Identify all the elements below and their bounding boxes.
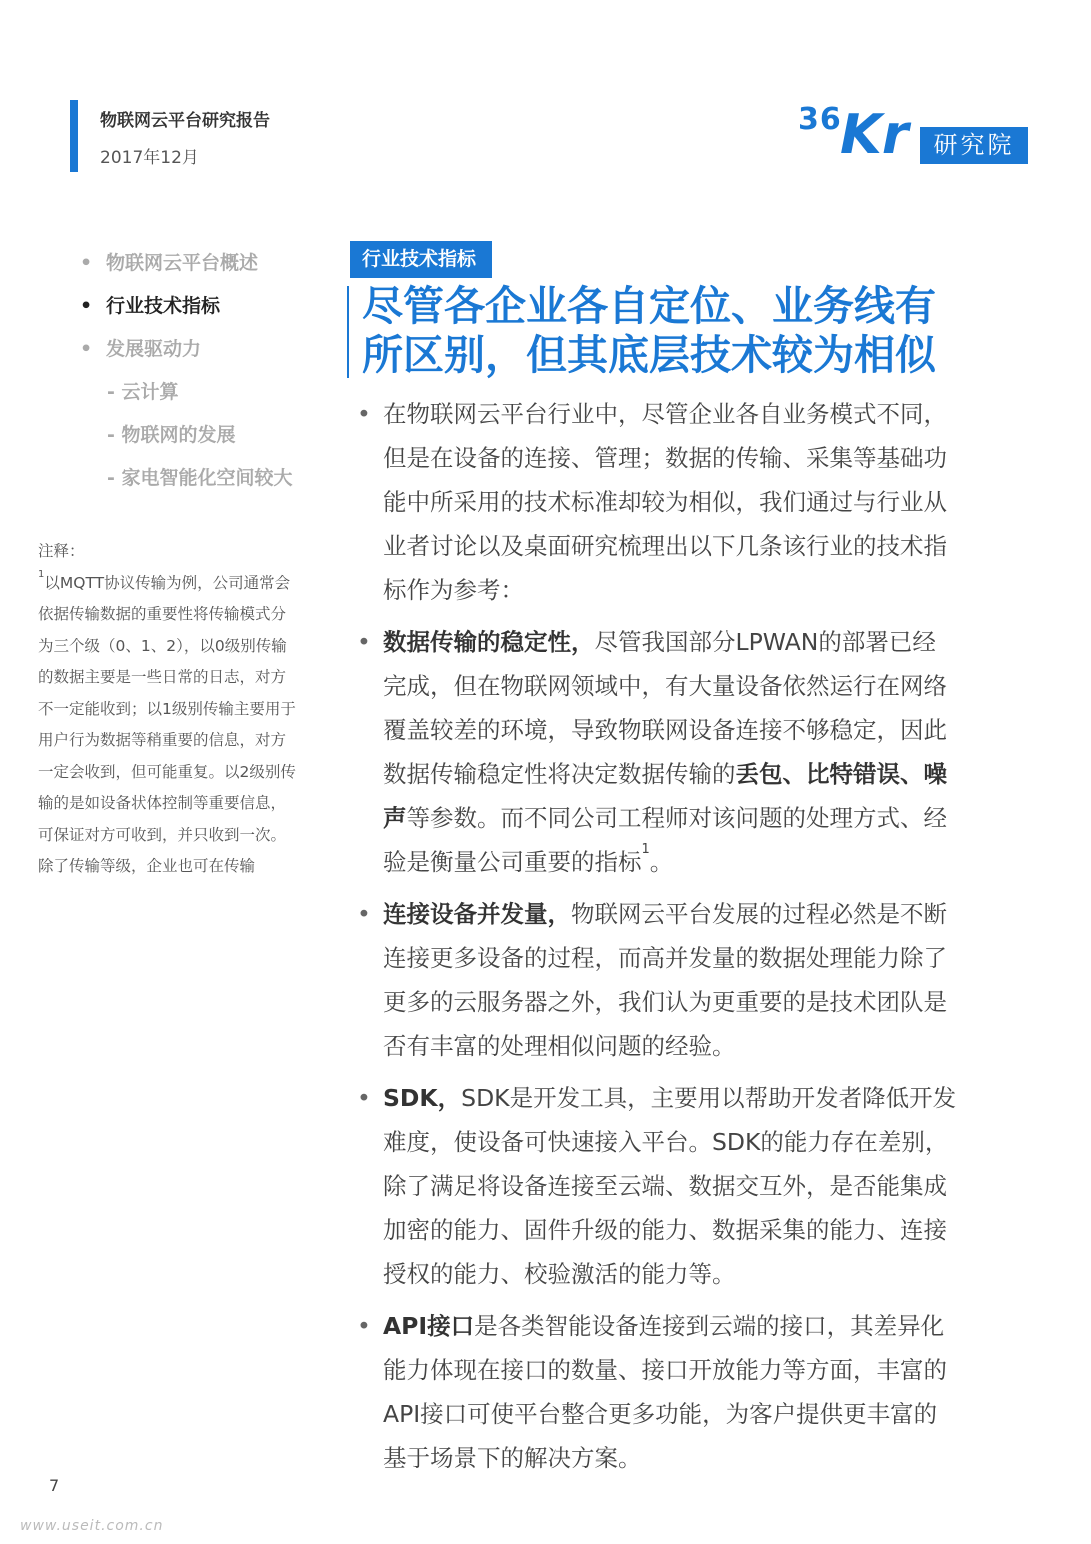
nav-subitem-smart-appliances[interactable]: - 家电智能化空间较大 bbox=[107, 467, 293, 489]
nav-subitem-iot-development[interactable]: - 物联网的发展 bbox=[107, 424, 236, 446]
bullet-intro: • 在物联网云平台行业中，尽管企业各自业务模式不同， 但是在设备的连接、管理；数据的传输、采集等基础功 能中所采用的技术标准却较为相似，我们通过与行业从 业者讨论以及桌面研究梳理出以下几条该行业的技术指 标作为参考： bbox=[355, 392, 985, 612]
nav-item-tech-metrics[interactable] bbox=[80, 291, 220, 318]
nav-item-label: 行业技术指标 bbox=[106, 295, 221, 317]
report-date: 2017年12月 bbox=[100, 148, 199, 168]
footnotes bbox=[38, 536, 333, 883]
report-title: 物联网云平台研究报告 bbox=[100, 111, 270, 131]
bullet-data-stability: • 数据传输的稳定性，尽管我国部分LPWAN的部署已经 完成，但在物联网领域中，有大量设备依然运行在网络 覆盖较差的环境，导致物联网设备连接不够稳定，因此 数据传输稳定性将决定数据传输的丢包、比特错误、噪 声等参数。而不同公司工程师对该问题的处理方式、经 验是衡量公司重要的指标$^1$。 bbox=[355, 620, 985, 884]
nav-bullet: • bbox=[80, 295, 93, 317]
nav-subitem-cloud-computing[interactable]: - 云计算 bbox=[107, 381, 179, 403]
logo-suffix: 研究院 bbox=[920, 127, 1028, 164]
headline-accent-line bbox=[347, 286, 349, 378]
bullet-dot: • bbox=[357, 1312, 371, 1340]
note-line: 一定会收到，但可能重复。以2级别传 bbox=[38, 762, 296, 781]
section-tag: 行业技术指标 bbox=[350, 241, 492, 278]
nav-item-label: 发展驱动力 bbox=[106, 338, 202, 360]
note-line: 的数据主要是一些日常的日志，对方 bbox=[38, 668, 287, 686]
section-headline bbox=[362, 282, 1012, 380]
logo-brand: Kr bbox=[840, 103, 909, 166]
nav-bullet: • bbox=[80, 252, 93, 274]
note-line: 为三个级（0、1、2），以0级别传输 bbox=[38, 636, 287, 655]
bullet-dot: • bbox=[357, 628, 371, 656]
header-accent-bar bbox=[70, 100, 78, 172]
note-line: $^1$以MQTT协议传输为例，公司通常会 bbox=[38, 568, 291, 592]
note-line: 不一定能收到；以1级别传输主要用于 bbox=[38, 699, 296, 718]
nav-item-drivers[interactable] bbox=[80, 334, 201, 361]
watermark: www.useit.com.cn bbox=[20, 1518, 164, 1534]
footnote-marker: 1 bbox=[38, 568, 45, 580]
bullet-sdk: • SDK，SDK是开发工具，主要用以帮助开发者降低开发 难度，使设备可快速接入平台。SDK的能力存在差别， 除了满足将设备连接至云端、数据交互外，是否能集成 加密的能力、固件升级的能力、数据采集的能力、连接 授权的能力、校验激活的能力等。 bbox=[355, 1076, 985, 1296]
note-line: 依据传输数据的重要性将传输模式分 bbox=[38, 605, 287, 623]
logo-number: 36 bbox=[798, 102, 842, 137]
nav-item-overview[interactable] bbox=[80, 248, 258, 275]
nav-item-label: 物联网云平台概述 bbox=[106, 252, 259, 274]
bullet-api: • API接口是各类智能设备连接到云端的接口，其差异化 能力体现在接口的数量、接口开放能力等方面，丰富的 API接口可使平台整合更多功能，为客户提供更丰富的 基于场景下的解决方案。 bbox=[355, 1304, 985, 1480]
note-line: 除了传输等级，企业也可在传输 bbox=[38, 857, 256, 875]
note-line: 用户行为数据等稍重要的信息，对方 bbox=[38, 731, 287, 749]
bullet-dot: • bbox=[357, 1084, 371, 1112]
bullet-dot: • bbox=[357, 400, 371, 428]
note-line: 输的是如设备状体控制等重要信息， bbox=[38, 794, 287, 812]
note-line: 可保证对方可收到，并只收到一次。 bbox=[38, 825, 287, 844]
bullet-concurrency: • 连接设备并发量，物联网云平台发展的过程必然是不断 连接更多设备的过程，而高并发量的数据处理能力除了 更多的云服务器之外，我们认为更重要的是技术团队是 否有丰富的处理相似问题的经验。 bbox=[355, 892, 985, 1068]
bullet-dot: • bbox=[357, 900, 371, 928]
page-number: 7 bbox=[49, 1476, 60, 1495]
brand-logo bbox=[798, 102, 1030, 164]
headline-line: 尽管各企业各自定位、业务线有 bbox=[362, 282, 936, 330]
notes-heading: 注释： bbox=[38, 542, 85, 560]
nav-bullet: • bbox=[80, 338, 93, 360]
bullet-list bbox=[355, 392, 985, 1488]
headline-line: 所区别，但其底层技术较为相似 bbox=[362, 331, 936, 379]
